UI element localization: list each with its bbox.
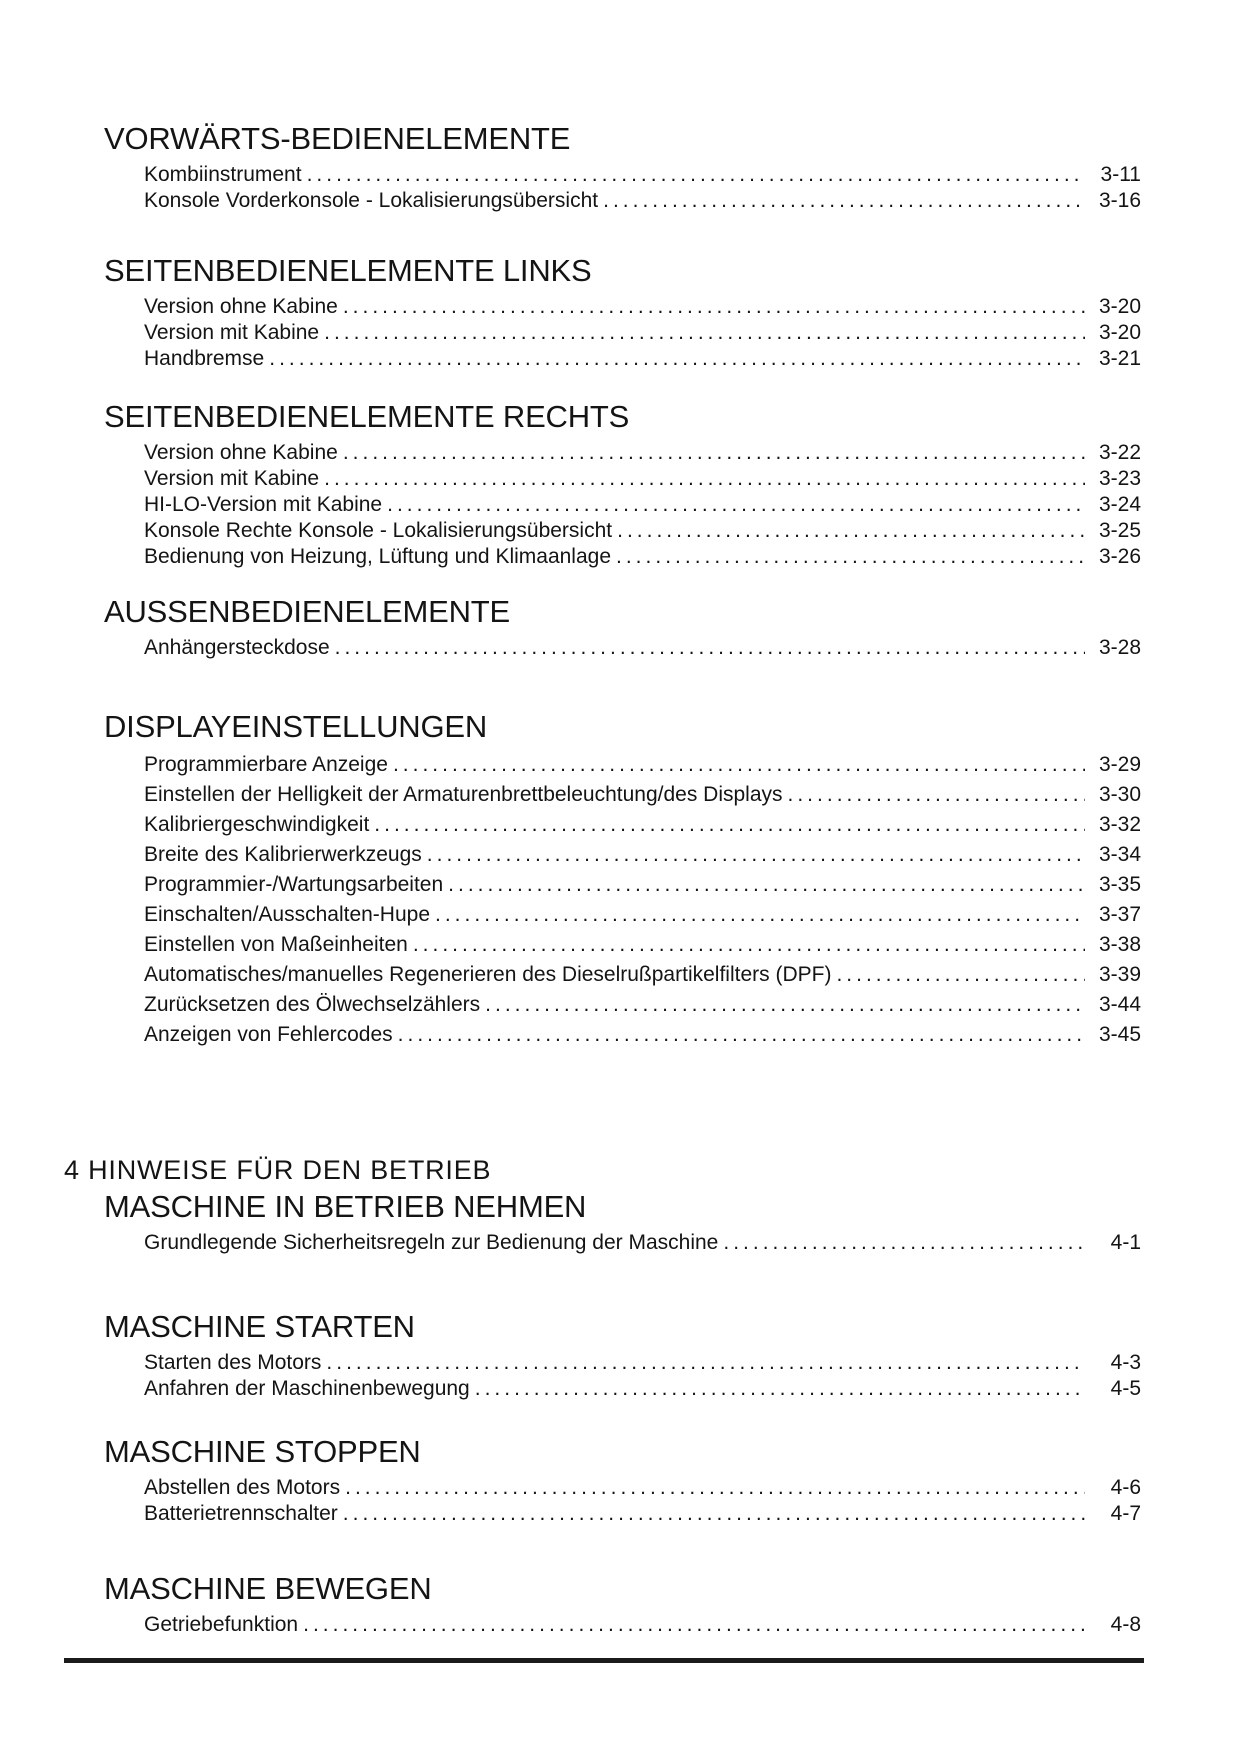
page-number: 3-32 [1098,813,1141,836]
toc-label: Einstellen von Maßeinheiten [144,933,408,956]
section-entries [104,1475,1141,1527]
toc-label: Automatisches/manuelles Regenerieren des Dieselrußpartikelfilters (DPF) [144,963,832,986]
toc-row [104,320,1141,346]
section-entries [104,635,1141,661]
section-heading: AUSSENBEDIENELEMENTE [104,594,510,629]
page-number: 3-44 [1098,993,1141,1016]
dot-leader [374,810,1085,840]
dot-leader [393,750,1085,780]
dot-leader [324,320,1085,346]
page-number: 3-20 [1098,321,1141,344]
dot-leader [617,518,1085,544]
section-entries [104,750,1141,1050]
toc-row [104,900,1141,930]
toc-row [104,188,1141,214]
toc-label: Version ohne Kabine [144,295,338,318]
section-aussenbedienelemente [104,595,1141,661]
dot-leader [448,870,1085,900]
dot-leader [475,1376,1085,1402]
section-entries [104,294,1141,372]
dot-leader [343,294,1085,320]
page-number: 3-25 [1098,519,1141,542]
toc-label: Handbremse [144,347,265,370]
dot-leader [343,440,1085,466]
toc-label: Programmierbare Anzeige [144,753,388,776]
toc-label: Kalibriergeschwindigkeit [144,813,370,836]
chapter-heading: 4 HINWEISE FÜR DEN BETRIEB [64,1155,492,1185]
toc-label: Grundlegende Sicherheitsregeln zur Bedienung der Maschine [144,1231,719,1254]
toc-row [104,440,1141,466]
dot-leader [435,900,1085,930]
dot-leader [427,840,1085,870]
section-maschine-in-betrieb-nehmen [104,1190,1141,1256]
dot-leader [307,162,1085,188]
section-entries [104,1350,1141,1402]
toc-label: Anzeigen von Fehlercodes [144,1023,393,1046]
dot-leader [788,780,1085,810]
page-number: 4-8 [1110,1613,1141,1636]
page-number: 4-5 [1110,1377,1141,1400]
page-number: 3-24 [1098,493,1141,516]
toc-row [104,346,1141,372]
toc-label: Starten des Motors [144,1351,322,1374]
page-number: 3-29 [1098,753,1141,776]
page-number: 3-37 [1098,903,1141,926]
dot-leader [603,188,1085,214]
toc-row [104,294,1141,320]
toc-label: Getriebefunktion [144,1613,299,1636]
toc-label: Einschalten/Ausschalten-Hupe [144,903,431,926]
toc-label: Konsole Vorderkonsole - Lokalisierungsübersicht [144,189,599,212]
page-number: 3-20 [1098,295,1141,318]
section-maschine-stoppen [104,1435,1141,1527]
page-number: 3-26 [1098,545,1141,568]
page-number: 4-3 [1110,1351,1141,1374]
section-entries [104,1230,1141,1256]
section-heading: VORWÄRTS-BEDIENELEMENTE [104,121,571,156]
toc-label: Version ohne Kabine [144,441,338,464]
page-number: 3-45 [1098,1023,1141,1046]
section-heading: MASCHINE STARTEN [104,1309,415,1344]
toc-label: Kombiinstrument [144,163,302,186]
section-heading: SEITENBEDIENELEMENTE LINKS [104,253,592,288]
dot-leader [269,346,1085,372]
section-maschine-bewegen [104,1572,1141,1638]
section-entries [104,162,1141,214]
page-number: 3-34 [1098,843,1141,866]
toc-label: Bedienung von Heizung, Lüftung und Klimaanlage [144,545,612,568]
section-heading: MASCHINE STOPPEN [104,1434,421,1469]
section-seitenbedienelemente-links [104,254,1141,372]
dot-leader [413,930,1085,960]
toc-label: Batterietrennschalter [144,1502,338,1525]
page-number: 3-22 [1098,441,1141,464]
toc-row [104,960,1141,990]
dot-leader [723,1230,1085,1256]
section-displayeinstellungen [104,710,1141,1050]
page-number: 3-38 [1098,933,1141,956]
toc-label: Anhängersteckdose [144,636,330,659]
page-number: 3-30 [1098,783,1141,806]
toc-label: Konsole Rechte Konsole - Lokalisierungsübersicht [144,519,613,542]
page-number: 3-35 [1098,873,1141,896]
page-number: 3-39 [1098,963,1141,986]
toc-label: Version mit Kabine [144,321,320,344]
toc-row [104,1612,1141,1638]
section-seitenbedienelemente-rechts [104,400,1141,570]
toc-row [104,990,1141,1020]
toc-row [104,635,1141,661]
toc-row [104,518,1141,544]
toc-row [104,870,1141,900]
toc-row [104,162,1141,188]
section-heading: MASCHINE BEWEGEN [104,1571,432,1606]
footer-rule [64,1658,1144,1663]
page-number: 4-1 [1110,1231,1141,1254]
toc-row [104,810,1141,840]
dot-leader [387,492,1085,518]
toc-label: Anfahren der Maschinenbewegung [144,1377,470,1400]
page-number: 3-11 [1100,163,1141,186]
section-heading: MASCHINE IN BETRIEB NEHMEN [104,1189,587,1224]
section-heading: DISPLAYEINSTELLUNGEN [104,709,488,744]
toc-label: HI-LO-Version mit Kabine [144,493,383,516]
toc-row [104,492,1141,518]
toc-row [104,1020,1141,1050]
dot-leader [616,544,1085,570]
page-number: 3-16 [1098,189,1141,212]
toc-row [104,1475,1141,1501]
toc-row [104,1376,1141,1402]
dot-leader [836,960,1085,990]
page-number: 3-23 [1098,467,1141,490]
toc-row [104,1230,1141,1256]
toc-label: Breite des Kalibrierwerkzeugs [144,843,422,866]
page-number: 3-28 [1098,636,1141,659]
toc-row [104,1501,1141,1527]
toc-row [104,544,1141,570]
toc-label: Programmier-/Wartungsarbeiten [144,873,444,896]
dot-leader [398,1020,1085,1050]
toc-row [104,840,1141,870]
section-heading: SEITENBEDIENELEMENTE RECHTS [104,399,630,434]
section-entries [104,440,1141,570]
dot-leader [303,1612,1085,1638]
dot-leader [335,635,1085,661]
dot-leader [343,1501,1085,1527]
toc-row [104,750,1141,780]
toc-label: Einstellen der Helligkeit der Armaturenbrettbeleuchtung/des Displays [144,783,783,806]
dot-leader [485,990,1085,1020]
dot-leader [345,1475,1085,1501]
page-number: 3-21 [1098,347,1141,370]
chapter-4-hinweise-fuer-den-betrieb [64,1152,1141,1188]
dot-leader [324,466,1085,492]
toc-row [104,780,1141,810]
toc-label: Abstellen des Motors [144,1476,341,1499]
dot-leader [326,1350,1085,1376]
toc-label: Version mit Kabine [144,467,320,490]
section-maschine-starten [104,1310,1141,1402]
toc-row [104,1350,1141,1376]
toc-row [104,930,1141,960]
section-vorwaerts-bedienelemente [104,122,1141,214]
page-number: 4-6 [1110,1476,1141,1499]
toc-row [104,466,1141,492]
page-number: 4-7 [1110,1502,1141,1525]
toc-label: Zurücksetzen des Ölwechselzählers [144,993,481,1016]
section-entries [104,1612,1141,1638]
